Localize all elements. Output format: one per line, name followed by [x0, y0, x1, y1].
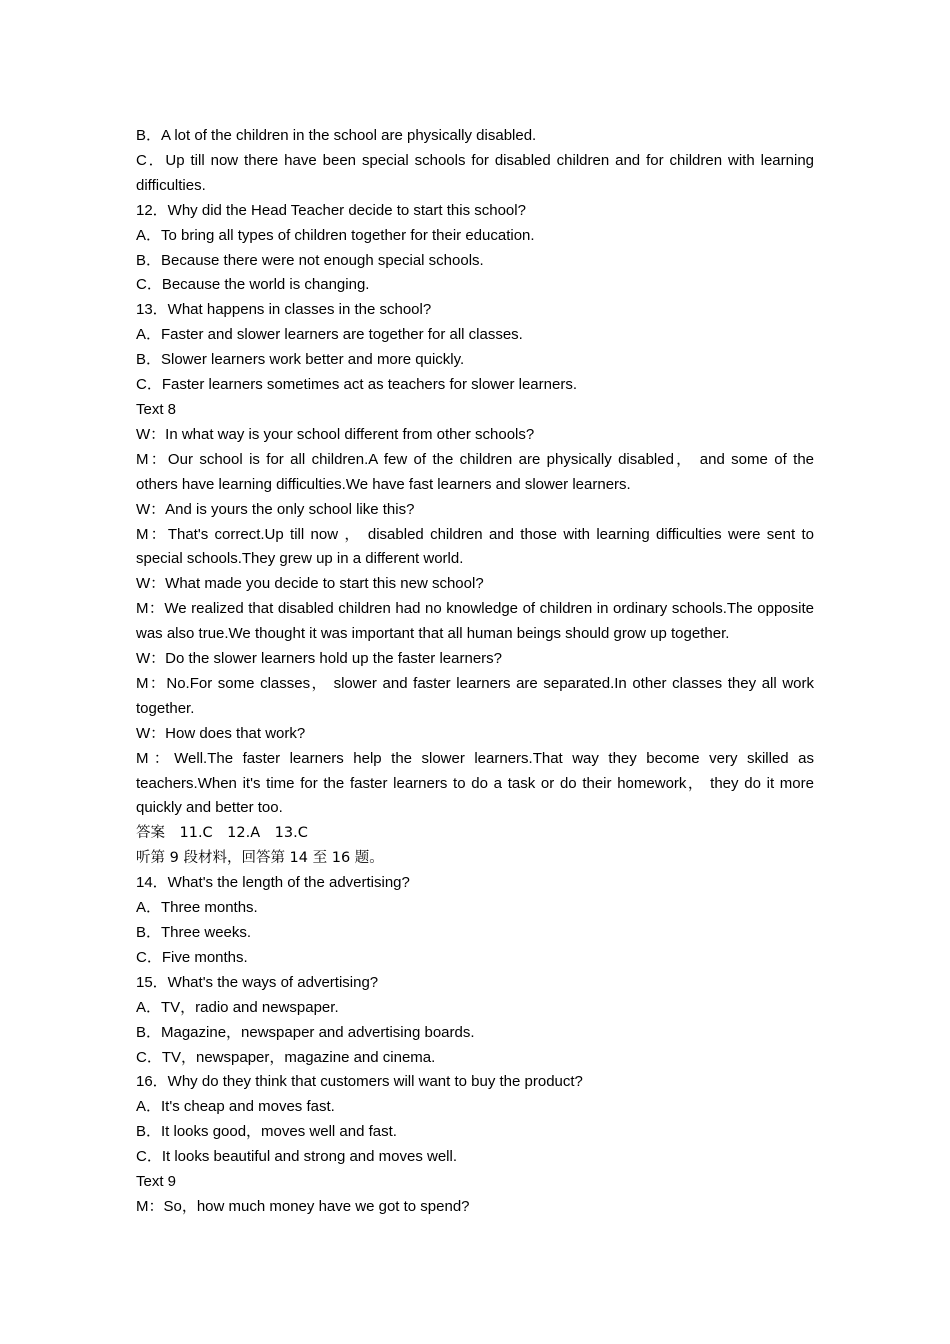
dialogue-line: M：So，how much money have we got to spend? — [136, 1197, 470, 1215]
option-12c: C．Because the world is changing. — [136, 276, 370, 294]
option-13a: A．Faster and slower learners are together for all classes. — [136, 326, 523, 344]
dialogue-line: W：And is yours the only school like this? — [136, 500, 415, 518]
option-16c: C．It looks beautiful and strong and moves well. — [136, 1148, 457, 1166]
question-16: 16．Why do they think that customers will want to buy the product? — [136, 1073, 583, 1091]
option-15a: A．TV，radio and newspaper. — [136, 998, 339, 1016]
answer-key: 答案 11.C 12.A 13.C — [136, 825, 308, 842]
option-16a: A．It's cheap and moves fast. — [136, 1098, 335, 1116]
text-8-heading: Text 8 — [136, 400, 177, 418]
question-12: 12．Why did the Head Teacher decide to start this school? — [136, 201, 526, 219]
option-16b: B．It looks good，moves well and fast. — [136, 1123, 397, 1141]
question-13: 13．What happens in classes in the school? — [136, 301, 432, 319]
option-14a: A．Three months. — [136, 899, 258, 917]
option-13b: B．Slower learners work better and more quickly. — [136, 351, 465, 369]
option-11b: B．A lot of the children in the school are physically disabled. — [136, 127, 537, 144]
option-13c: C．Faster learners sometimes act as teachers for slower learners. — [136, 376, 577, 394]
dialogue-line: W：In what way is your school different from other schools? — [136, 425, 535, 443]
option-11c: C．Up till now there have been special schools for disabled children and for children with learning difficulties. — [136, 151, 814, 194]
dialogue-line: M：Our school is for all children.A few of the children are physically disabled， and some of the others have learning difficulties.We have fast learners and slower learners. — [136, 450, 814, 493]
option-14c: C．Five months. — [136, 948, 248, 966]
text-9-heading: Text 9 — [136, 1173, 177, 1191]
dialogue-line: M：We realized that disabled children had no knowledge of children in ordinary schools.The opposite was also true.We thought it was important that all human beings should grow up together. — [136, 600, 814, 643]
dialogue-line: W：Do the slower learners hold up the faster learners? — [136, 650, 503, 668]
option-14b: B．Three weeks. — [136, 924, 252, 941]
document-page — [136, 124, 814, 1220]
option-12b: B．Because there were not enough special schools. — [136, 251, 484, 269]
question-14: 14．What's the length of the advertising? — [136, 874, 410, 892]
dialogue-line: M：Well.The faster learners help the slower learners.That way they become very skilled as teachers.When it's time for the faster learners to do a task or do their homework， they do it more quickly and better too. — [136, 749, 814, 817]
question-15: 15．What's the ways of advertising? — [136, 973, 379, 991]
dialogue-line: M：That's correct.Up till now ， disabled children and those with learning difficulties were sent to special schools.They grew up in a different world. — [136, 525, 814, 568]
option-12a: A．To bring all types of children together for their education. — [136, 226, 535, 244]
section-instruction: 听第 9 段材料，回答第 14 至 16 题。 — [136, 850, 384, 867]
option-15c: C．TV，newspaper，magazine and cinema. — [136, 1048, 436, 1066]
dialogue-line: M：No.For some classes， slower and faster learners are separated.In other classes they all work together. — [136, 674, 814, 717]
dialogue-line: W：What made you decide to start this new school? — [136, 575, 484, 593]
dialogue-line: W：How does that work? — [136, 724, 306, 742]
option-15b: B．Magazine，newspaper and advertising boards. — [136, 1023, 475, 1041]
